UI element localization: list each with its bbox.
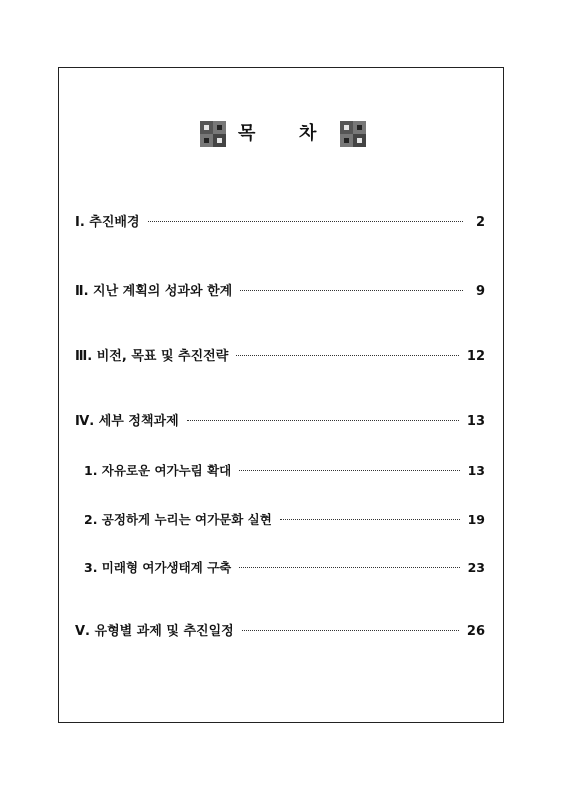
toc-heading: [0, 121, 566, 149]
dot-leader: [236, 355, 459, 356]
toc-entry-page-number: 19: [467, 512, 485, 527]
toc-title-char-1: 목: [238, 123, 256, 144]
toc-title-char-2: 차: [299, 123, 317, 144]
toc-entry-section-4-3[interactable]: [84, 558, 485, 578]
toc-entry-page-number: 9: [475, 284, 485, 299]
dot-leader: [239, 567, 459, 568]
toc-entry-page-number: 23: [467, 560, 485, 575]
toc-entry-label: Ⅱ. 지난 계획의 성과와 한계: [75, 284, 233, 299]
checkered-square-icon: [200, 121, 226, 147]
toc-entry-page-number: 13: [466, 414, 485, 429]
checkered-square-icon: [340, 121, 366, 147]
toc-entry-label: Ⅲ. 비전, 목표 및 추진전략: [75, 349, 229, 364]
toc-entry-page-number: 12: [466, 349, 485, 364]
toc-entry-section-4-1[interactable]: [84, 461, 485, 481]
toc-entry-label: Ⅴ. 유형별 과제 및 추진일정: [75, 624, 234, 639]
toc-entry-label: Ⅳ. 세부 정책과제: [75, 414, 179, 429]
toc-entry-label: 3. 미래형 여가생태계 구축: [84, 560, 232, 575]
toc-entry-chapter-4[interactable]: [75, 412, 485, 432]
toc-entry-chapter-3[interactable]: [75, 347, 485, 367]
toc-entry-chapter-2[interactable]: [75, 282, 485, 302]
dot-leader: [242, 630, 459, 631]
dot-leader: [240, 290, 463, 291]
toc-entry-page-number: 26: [466, 624, 485, 639]
toc-entry-label: 2. 공정하게 누리는 여가문화 실현: [84, 512, 272, 527]
toc-entry-label: Ⅰ. 추진배경: [75, 215, 140, 230]
toc-entry-page-number: 13: [467, 463, 485, 478]
dot-leader: [239, 470, 459, 471]
toc-entry-chapter-1[interactable]: [75, 213, 485, 233]
toc-entry-chapter-5[interactable]: [75, 622, 485, 642]
dot-leader: [187, 420, 459, 421]
toc-entry-page-number: 2: [475, 215, 485, 230]
dot-leader: [280, 519, 460, 520]
dot-leader: [148, 221, 463, 222]
toc-entry-section-4-2[interactable]: [84, 510, 485, 530]
toc-entry-label: 1. 자유로운 여가누림 확대: [84, 463, 232, 478]
